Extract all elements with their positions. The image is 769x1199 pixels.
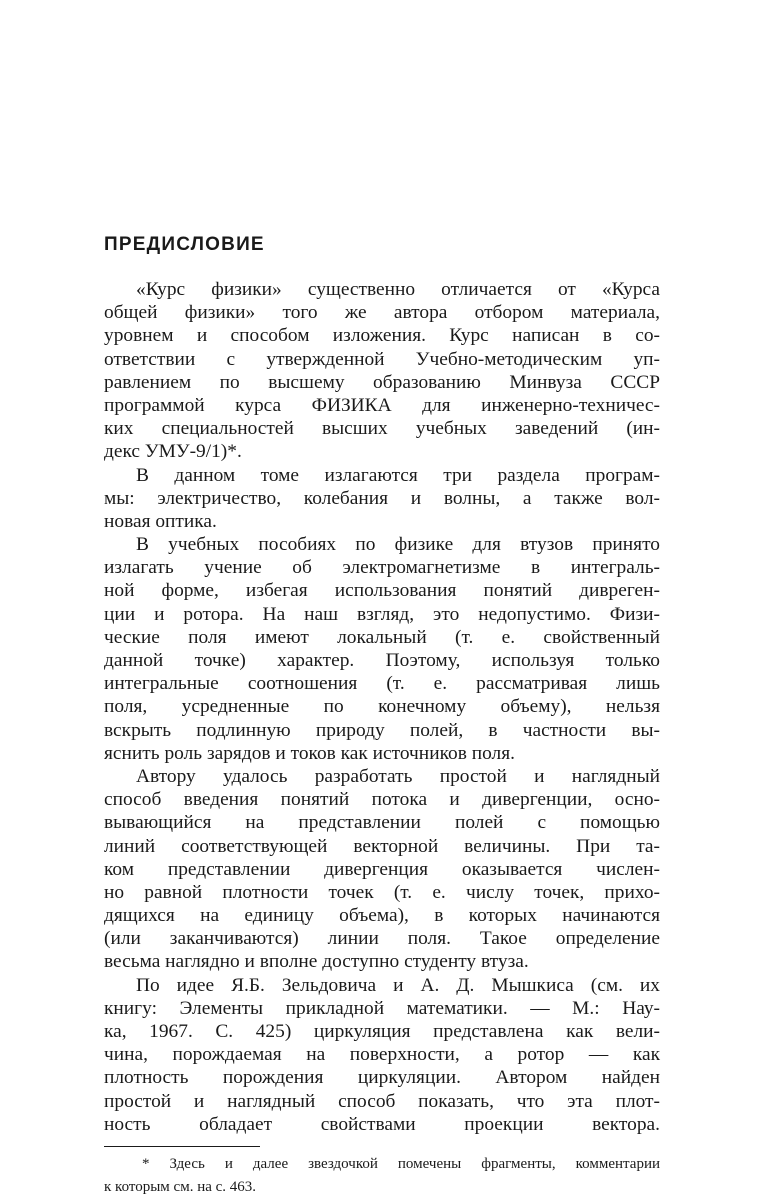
- text-line: данной точке) характер. Поэтому, используя только: [104, 650, 660, 671]
- text-line: поля, усредненные по конечному объему), нельзя: [104, 696, 660, 718]
- text-line: ческие поля имеют локальный (т. е. свойственный: [104, 626, 660, 648]
- text-line: интегральные соотношения (т. е. рассматривая лишь: [104, 673, 660, 695]
- text-line: Автору удалось разработать простой и наглядный: [136, 765, 660, 787]
- text-line: ной форме, избегая использования понятий дивреген-: [104, 580, 660, 602]
- text-line: «Курс физики» существенно отличается от «Курса: [136, 279, 660, 300]
- text-line: По идее Я.Б. Зельдовича и А. Д. Мышкиса (см. их: [136, 974, 660, 996]
- text-line: ции и ротора. На наш взгляд, это недопустимо. Физи-: [104, 603, 660, 625]
- text-line: уровнем и способом изложения. Курс написан в со-: [104, 325, 660, 347]
- text-line: дящихся на единицу объема), в которых начинаются: [104, 905, 660, 927]
- footnote: [104, 1153, 660, 1199]
- text-line: вскрыть подлинную природу полей, в частности вы-: [104, 719, 660, 741]
- text-line: книгу: Элементы прикладной математики. — М.: Нау-: [104, 997, 660, 1019]
- text-line: В данном томе излагаются три раздела програм-: [136, 464, 660, 486]
- text-line: ответствии с утвержденной Учебно-методическим уп-: [104, 348, 660, 370]
- text-line: В учебных пособиях по физике для втузов принято: [136, 534, 660, 556]
- text-line: яснить роль зарядов и токов как источников поля.: [104, 742, 515, 764]
- text-line: ком представлении дивергенция оказывается числен-: [104, 858, 660, 880]
- text-line: декс УМУ-9/1)*.: [104, 441, 242, 463]
- text-line: мы: электричество, колебания и волны, а также вол-: [104, 487, 660, 509]
- text-line: но равной плотности точек (т. е. числу точек, прихо-: [104, 881, 660, 903]
- text-line: программой курса ФИЗИКА для инженерно-техничес-: [104, 394, 660, 416]
- text-line: ность обладает свойствами проекции вектора.: [104, 1113, 660, 1135]
- text-line: весьма наглядно и вполне доступно студенту втуза.: [104, 951, 529, 973]
- preface-body: [104, 278, 660, 1136]
- text-line: плотность порождения циркуляции. Автором найден: [104, 1067, 660, 1089]
- text-line: вывающийся на представлении полей с помощью: [104, 812, 660, 834]
- text-line: чина, порождаемая на поверхности, а ротор — как: [104, 1044, 660, 1066]
- page-content: [104, 232, 660, 1199]
- text-line: (или заканчиваются) линии поля. Такое определение: [104, 928, 660, 950]
- text-line: простой и наглядный способ показать, что эта плот-: [104, 1090, 660, 1112]
- text-line: новая оптика.: [104, 510, 217, 532]
- footnote-line: * Здесь и далее звездочкой помечены фрагменты, комментарии: [142, 1155, 660, 1172]
- text-line: излагать учение об электромагнетизме в интеграль-: [104, 557, 660, 579]
- page-title: ПРЕДИСЛОВИЕ: [104, 234, 265, 255]
- footnote-divider: [104, 1146, 260, 1147]
- text-line: общей физики» того же автора отбором материала,: [104, 302, 660, 324]
- text-line: линий соответствующей векторной величины. При та-: [104, 835, 660, 857]
- text-line: ких специальностей высших учебных заведений (ин-: [104, 418, 660, 440]
- text-line: равлением по высшему образованию Минвуза СССР: [104, 371, 660, 393]
- text-line: ка, 1967. С. 425) циркуляция представлена как вели-: [104, 1021, 660, 1042]
- text-line: способ введения понятий потока и дивергенции, осно-: [104, 789, 660, 811]
- footnote-line: к которым см. на с. 463.: [104, 1178, 257, 1195]
